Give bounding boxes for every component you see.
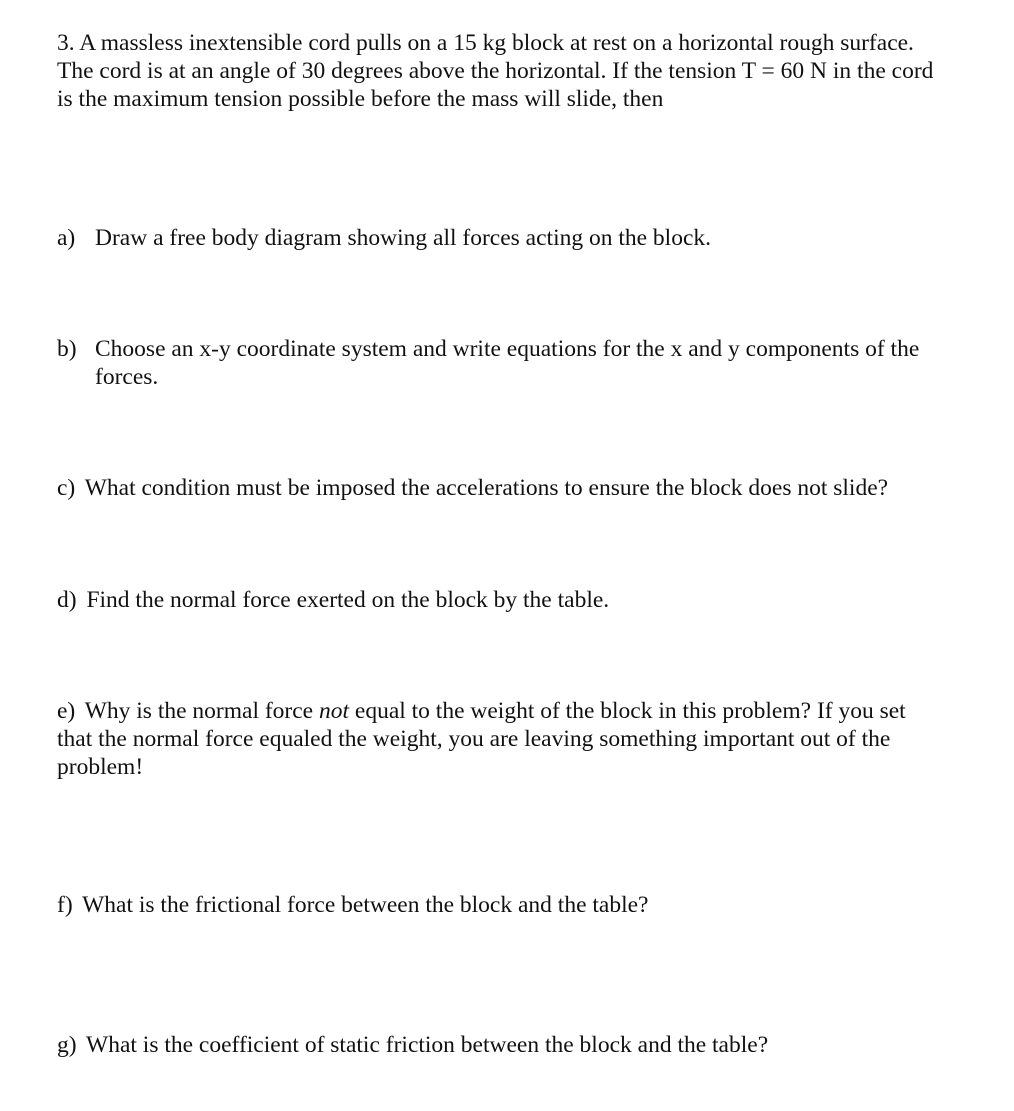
part-a-label: a)	[57, 225, 76, 251]
part-b-text: Choose an x-y coordinate system and write equations for the x and y components of the forces.	[95, 336, 920, 390]
part-d	[57, 586, 937, 614]
part-g	[57, 1031, 937, 1059]
part-b	[57, 335, 937, 391]
part-e-text-before: Why is the normal force	[84, 698, 314, 724]
part-g-text: What is the coefficient of static friction between the block and the table?	[86, 1032, 769, 1058]
part-b-label: b)	[57, 336, 77, 362]
part-f	[57, 891, 937, 919]
part-d-text: Find the normal force exerted on the block by the table.	[86, 587, 610, 613]
part-f-text: What is the frictional force between the block and the table?	[82, 892, 649, 918]
part-g-label: g)	[57, 1032, 77, 1058]
part-e-emphasis: not	[318, 698, 350, 724]
part-e-text-after: equal to the weight of the block in this problem? If you set that the normal force equaled the weight, you are leaving something important out of the problem!	[57, 698, 906, 780]
part-c	[57, 474, 937, 502]
problem-number: 3.	[57, 30, 75, 56]
part-a-text: Draw a free body diagram showing all forces acting on the block.	[95, 225, 712, 251]
part-c-text: What condition must be imposed the accelerations to ensure the block does not slide?	[84, 475, 889, 501]
part-d-label: d)	[57, 587, 77, 613]
part-a	[57, 224, 937, 252]
part-c-label: c)	[57, 475, 76, 501]
problem-intro-text: A massless inextensible cord pulls on a 15 kg block at rest on a horizontal rough surface. The cord is at an angle of 30 degrees above the horizontal. If the tension T = 60 N in the cord is the maximum tension possible before the mass will slide, then	[57, 30, 934, 112]
problem-statement	[57, 29, 937, 113]
part-e-label: e)	[57, 698, 76, 724]
part-e	[57, 697, 937, 781]
part-f-label: f)	[57, 892, 73, 918]
